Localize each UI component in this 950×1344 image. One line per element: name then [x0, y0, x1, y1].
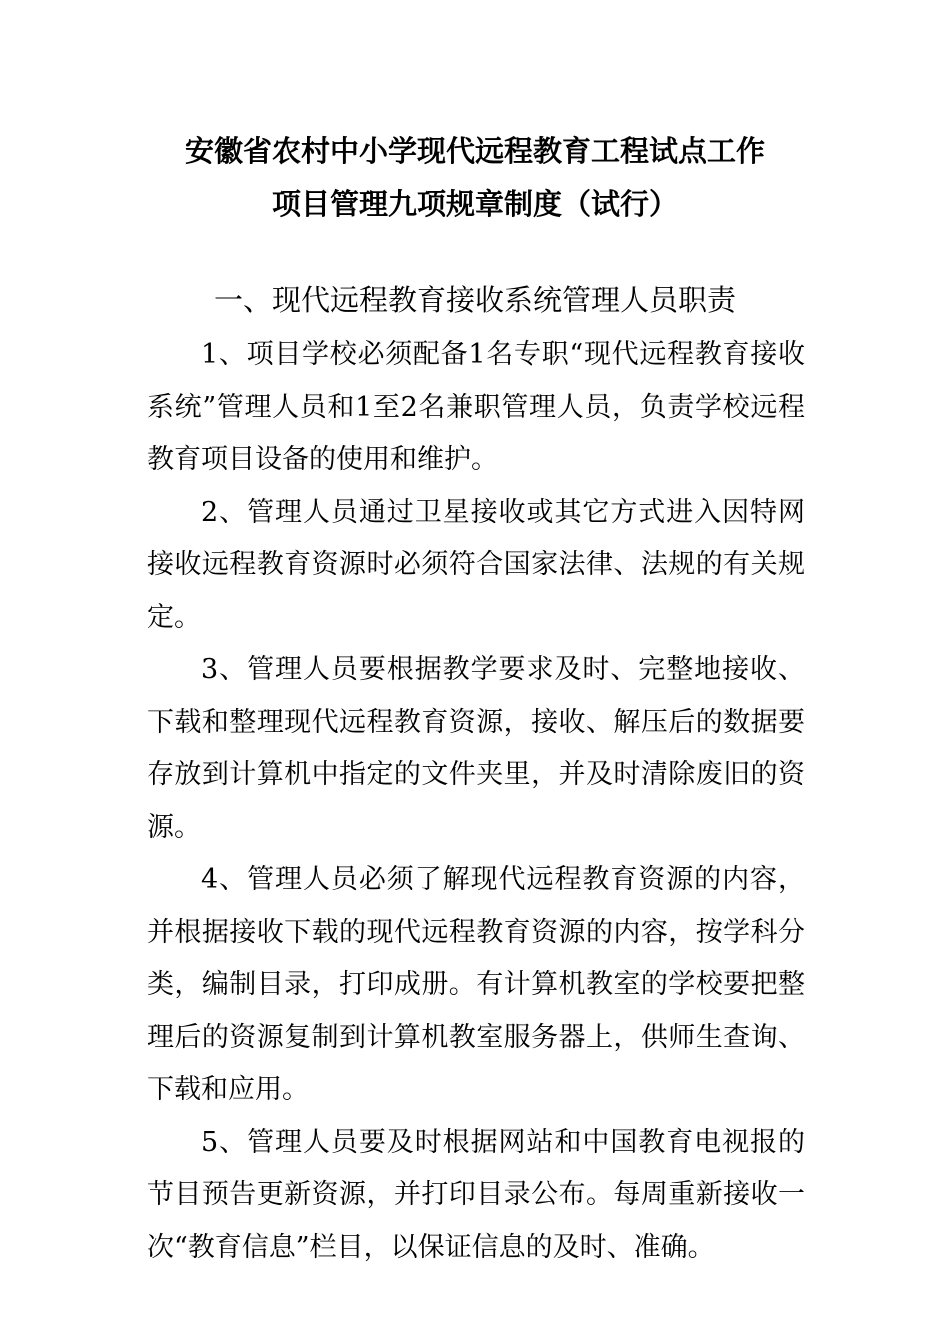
document-title-line-1: 安徽省农村中小学现代远程教育工程试点工作 — [184, 134, 765, 168]
paragraph-1: 1、项目学校必须配备1名专职“现代远程教育接收系统”管理人员和1至2名兼职管理人员，负责学校远程教育项目设备的使用和维护。 — [147, 339, 805, 475]
paragraph-2: 2、管理人员通过卫星接收或其它方式进入因特网接收远程教育资源时必须符合国家法律、法规的有关规定。 — [147, 496, 805, 633]
paragraph-5: 5、管理人员要及时根据网站和中国教育电视报的节目预告更新资源，并打印目录公布。每周重新接收一次“教育信息”栏目，以保证信息的及时、准确。 — [147, 1126, 805, 1263]
document-title-line-2: 项目管理九项规章制度（试行） — [271, 187, 678, 221]
section-heading: 一、现代远程教育接收系统管理人员职责 — [213, 283, 736, 317]
paragraph-4: 4、管理人员必须了解现代远程教育资源的内容，并根据接收下载的现代远程教育资源的内容，按学科分类，编制目录，打印成册。有计算机教室的学校要把整理后的资源复制到计算机教室服务器上，供师生查询、下载和应用。 — [147, 864, 805, 1105]
document-body — [147, 329, 805, 1274]
paragraph-3: 3、管理人员要根据教学要求及时、完整地接收、下载和整理现代远程教育资源，接收、解压后的数据要存放到计算机中指定的文件夹里，并及时清除废旧的资源。 — [147, 654, 805, 843]
